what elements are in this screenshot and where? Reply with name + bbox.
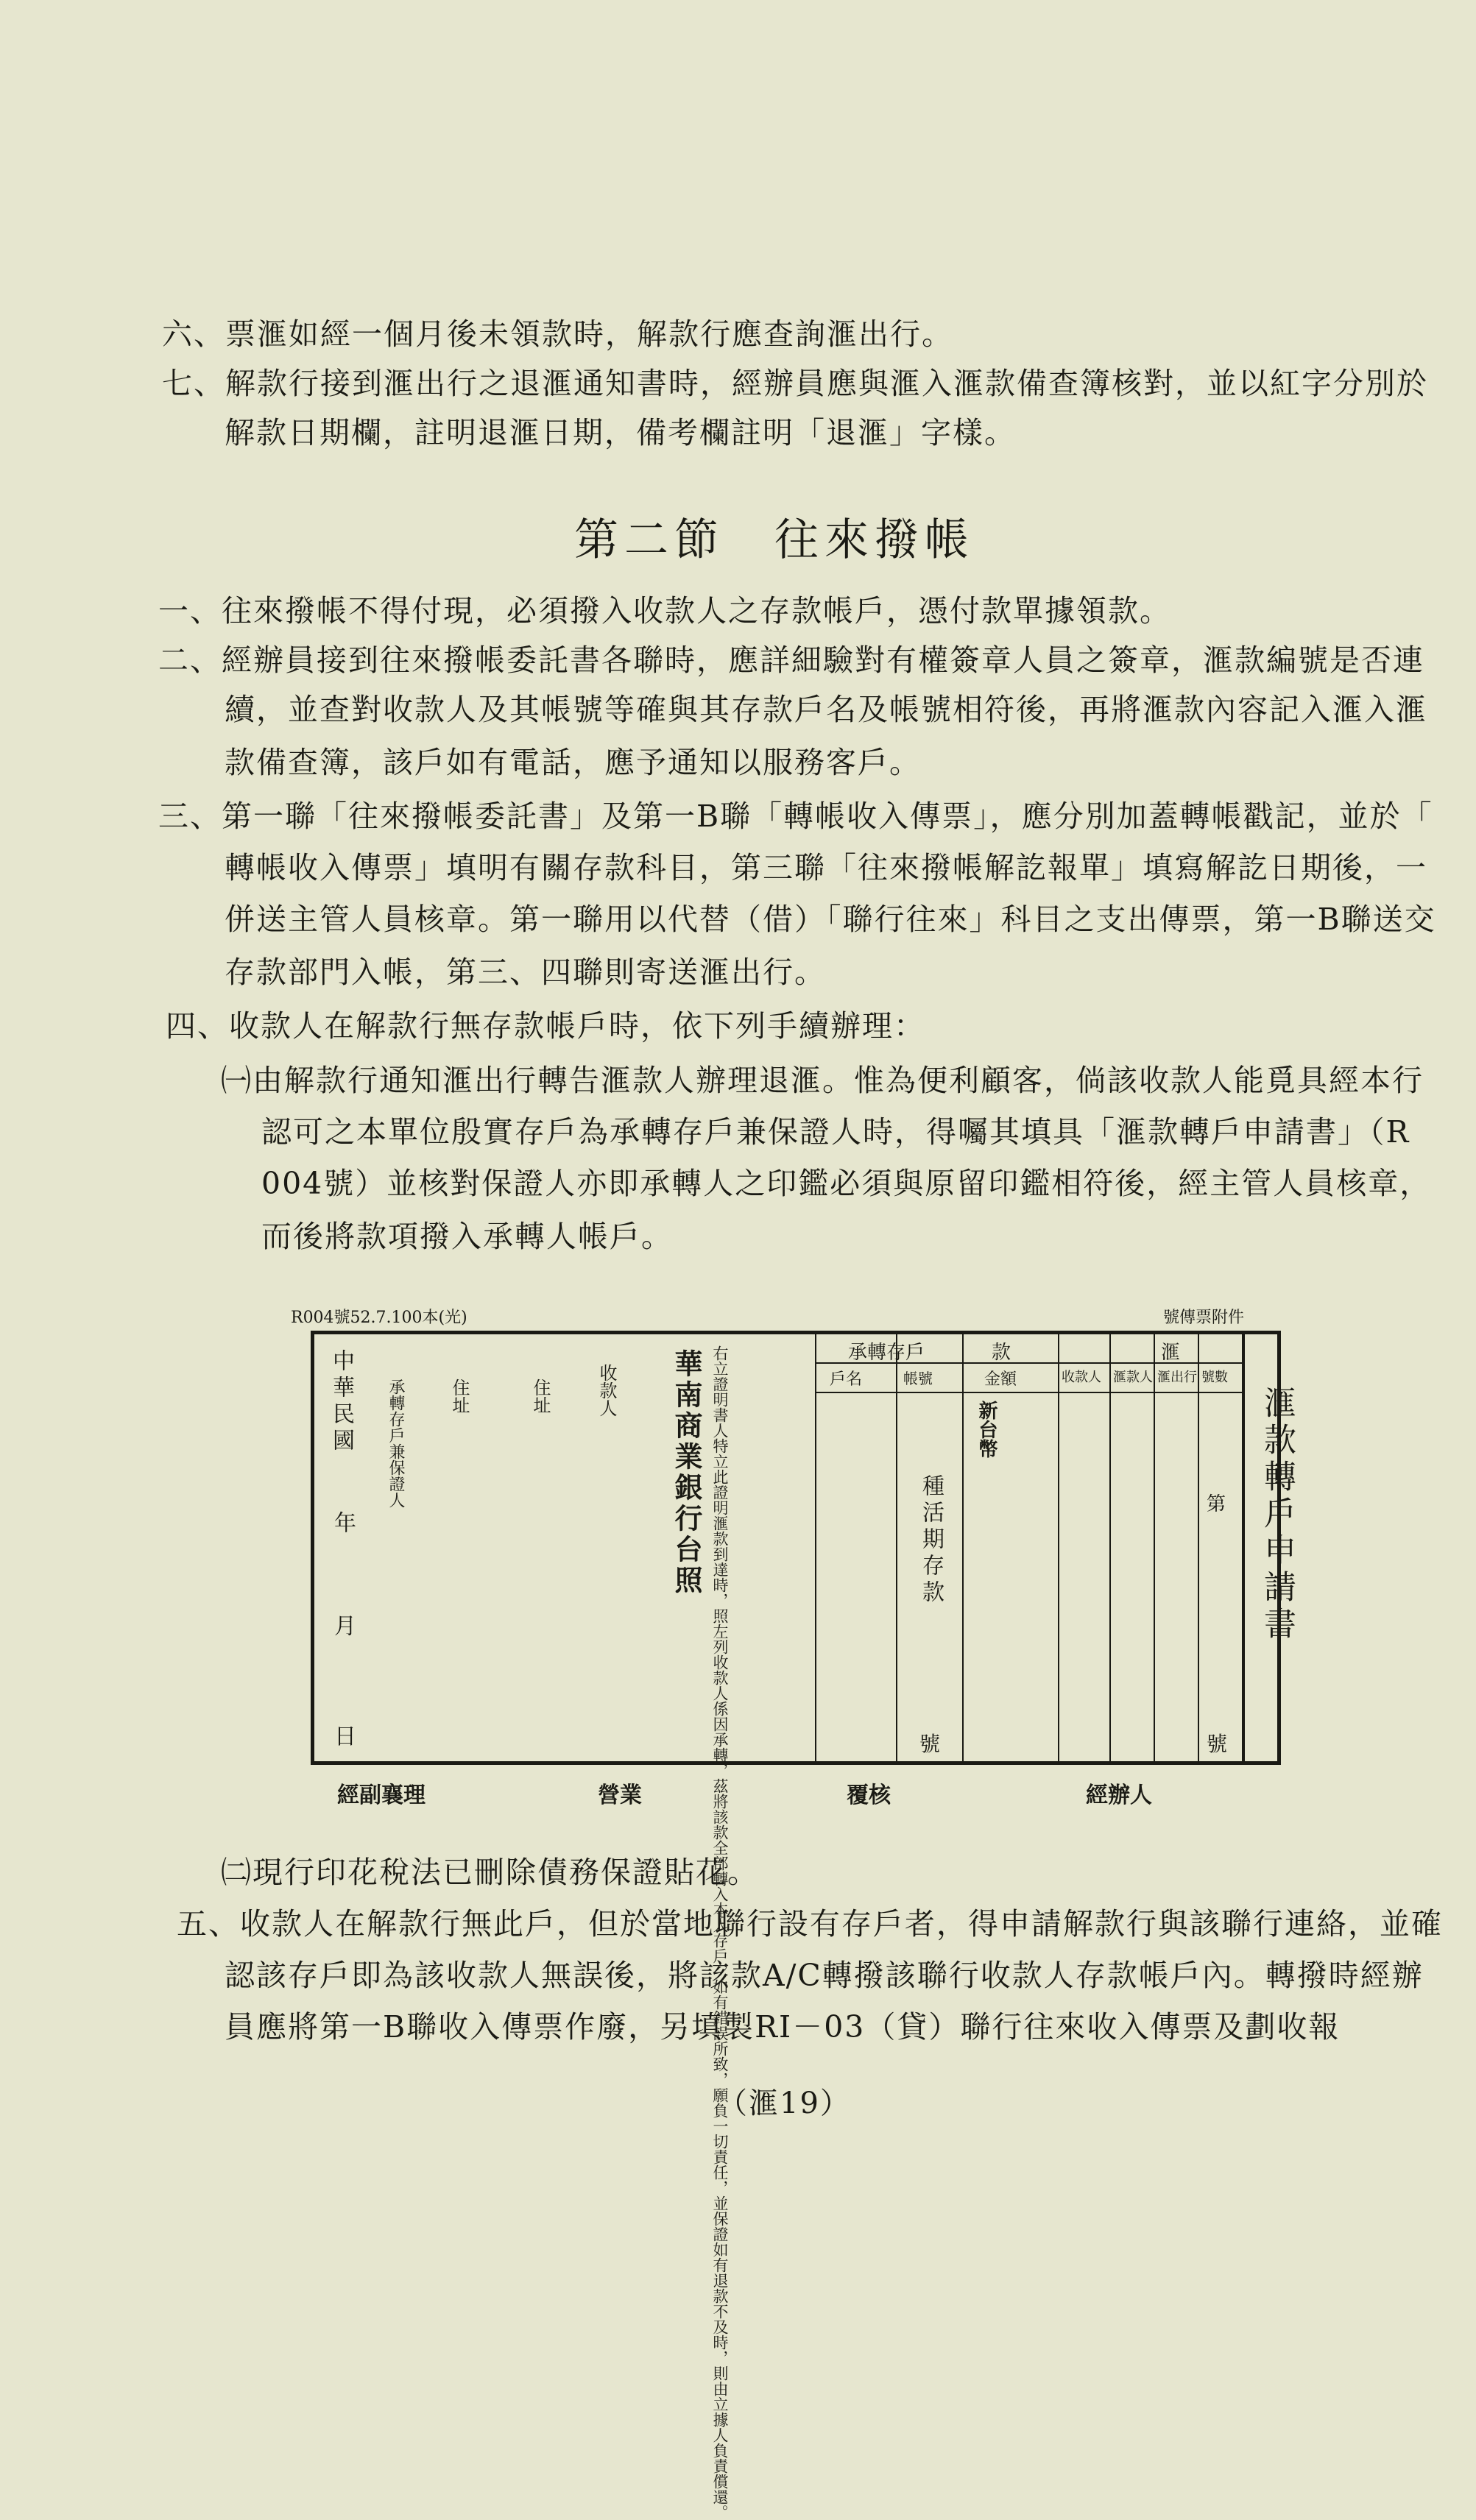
section-para-2: 二、經辦員接到往來撥帳委託書各聯時，應詳細驗對有權簽章人員之簽章，滙款編號是否連 (158, 643, 1424, 678)
form-title: 滙款轉戶申請書 (1258, 1386, 1296, 1643)
signature-handler: 經辦人 (1086, 1783, 1152, 1808)
paragraph-7: 七、解款行接到滙出行之退滙通知書時，經辦員應與滙入滙款備查簿核對，並以紅字分別於 (162, 366, 1428, 401)
section-para-3-cont2: 併送主管人員核章。第一聯用以代替（借）「聯行往來」科目之支出傳票，第一B聯送交 (225, 902, 1436, 937)
section-para-3: 三、第一聯「往來撥帳委託書」及第一B聯「轉帳收入傳票」，應分別加蓋轉帳戳記，並於「 (158, 799, 1433, 834)
form-date-era: 中華民國 (328, 1349, 354, 1455)
paragraph-5: 五、收款人在解款行無此戶，但於當地聯行設有存戶者，得申請解款行與該聯行連絡，並確 (177, 1906, 1443, 1942)
section-title: 第二節 往來撥帳 (574, 514, 975, 566)
form-bank-name: 華南商業銀行台照 (670, 1349, 703, 1596)
section-para-2-cont2: 款備查簿，該戶如有電話，應予通知以服務客戶。 (225, 745, 921, 780)
section-para-3-cont1: 轉帳收入傳票」填明有關存款科目，第三聯「往來撥帳解訖報單」填寫解訖日期後，一 (225, 850, 1427, 885)
form-subheader-remitter: 滙款人 (1113, 1370, 1153, 1385)
form-guarantor-address: 住址 (449, 1378, 470, 1414)
form-subheader-name: 戶名 (830, 1370, 863, 1389)
section-para-4-item1-cont3: 而後將款項撥入承轉人帳戶。 (261, 1219, 673, 1254)
form-number-label-top: 第 (1207, 1493, 1226, 1515)
form-header-kuan: 款 (992, 1342, 1011, 1364)
form-date-year: 年 (330, 1511, 356, 1533)
signature-deputy-manager: 經副襄理 (337, 1783, 426, 1808)
paragraph-5-cont2: 員應將第一B聯收入傳票作廢，另填製RI－03（貸）聯行往來收入傳票及劃收報 (225, 2009, 1341, 2045)
form-payee-label: 收款人 (596, 1364, 617, 1417)
form-date-day: 日 (330, 1724, 356, 1746)
form-subheader-amount: 金額 (984, 1370, 1017, 1389)
section-para-4: 四、收款人在解款行無存款帳戶時，依下列手續辦理： (166, 1008, 925, 1044)
section-para-3-cont3: 存款部門入帳，第三、四聯則寄送滙出行。 (225, 955, 826, 990)
form-number-label-bottom: 號 (1207, 1732, 1228, 1756)
form-amount-prefix: 新台幣 (975, 1401, 997, 1458)
paragraph-5-cont1: 認該存戶即為該收款人無誤後，將該款A/C轉撥該聯行收款人存款帳戶內。轉撥時經辦 (225, 1958, 1424, 1993)
form-subheader-bank: 滙出行 (1157, 1370, 1197, 1385)
form-subheader-acct-no: 帳號 (903, 1370, 933, 1387)
form-subheader-number: 號數 (1201, 1370, 1228, 1385)
page-number: （滙19） (718, 2087, 851, 2120)
signature-business: 營業 (598, 1783, 642, 1808)
signature-review: 覆核 (847, 1783, 891, 1808)
form-date-month: 月 (330, 1614, 356, 1636)
form-payee-address: 住址 (530, 1378, 551, 1414)
form-account-number-label: 號 (919, 1732, 941, 1756)
paragraph-6: 六、票滙如經一個月後未領款時，解款行應查詢滙出行。 (162, 316, 953, 352)
form-account-type: 種活期存款 (918, 1474, 944, 1607)
section-para-1: 一、往來撥帳不得付現，必須撥入收款人之存款帳戶，憑付款單據領款。 (158, 593, 1171, 629)
section-para-4-item1-cont2: 004號）並核對保證人亦即承轉人之印鑑必須與原留印鑑相符後，經主管人員核章， (261, 1166, 1432, 1201)
form-header-account: 承轉存戶 (848, 1342, 925, 1364)
section-para-4-item1-cont1: 認可之本單位殷實存戶為承轉存戶兼保證人時，得囑其填具「滙款轉戶申請書」（R (261, 1114, 1410, 1150)
form-attachment: 號傳票附件 (1163, 1309, 1245, 1327)
form-header-hui: 滙 (1161, 1342, 1181, 1364)
paragraph-7-cont: 解款日期欄，註明退滙日期，備考欄註明「退滙」字樣。 (225, 415, 1016, 450)
form-code: R004號52.7.100本(光) (291, 1309, 467, 1327)
item-2: ㈡現行印花稅法已刪除債務保證貼花。 (221, 1855, 759, 1890)
section-para-2-cont1: 續，並查對收款人及其帳號等確與其存款戶名及帳號相符後，再將滙款內容記入滙入滙 (225, 692, 1427, 727)
section-para-4-item1: ㈠由解款行通知滙出行轉告滙款人辦理退滙。惟為便利顧客，倘該收款人能覓具經本行 (221, 1063, 1424, 1098)
form-guarantor-label: 承轉存戶兼保證人 (386, 1378, 405, 1508)
form-subheader-payee: 收款人 (1062, 1370, 1101, 1385)
form-statement: 右立證明書人特立此證明滙款到達時，照左列收款人係因承轉，茲將該款全部轉入本人存戶，如有錯誤所致，願負一切責任，並保證如有退款不及時，則由立據人負責償還。 (711, 1345, 729, 2520)
